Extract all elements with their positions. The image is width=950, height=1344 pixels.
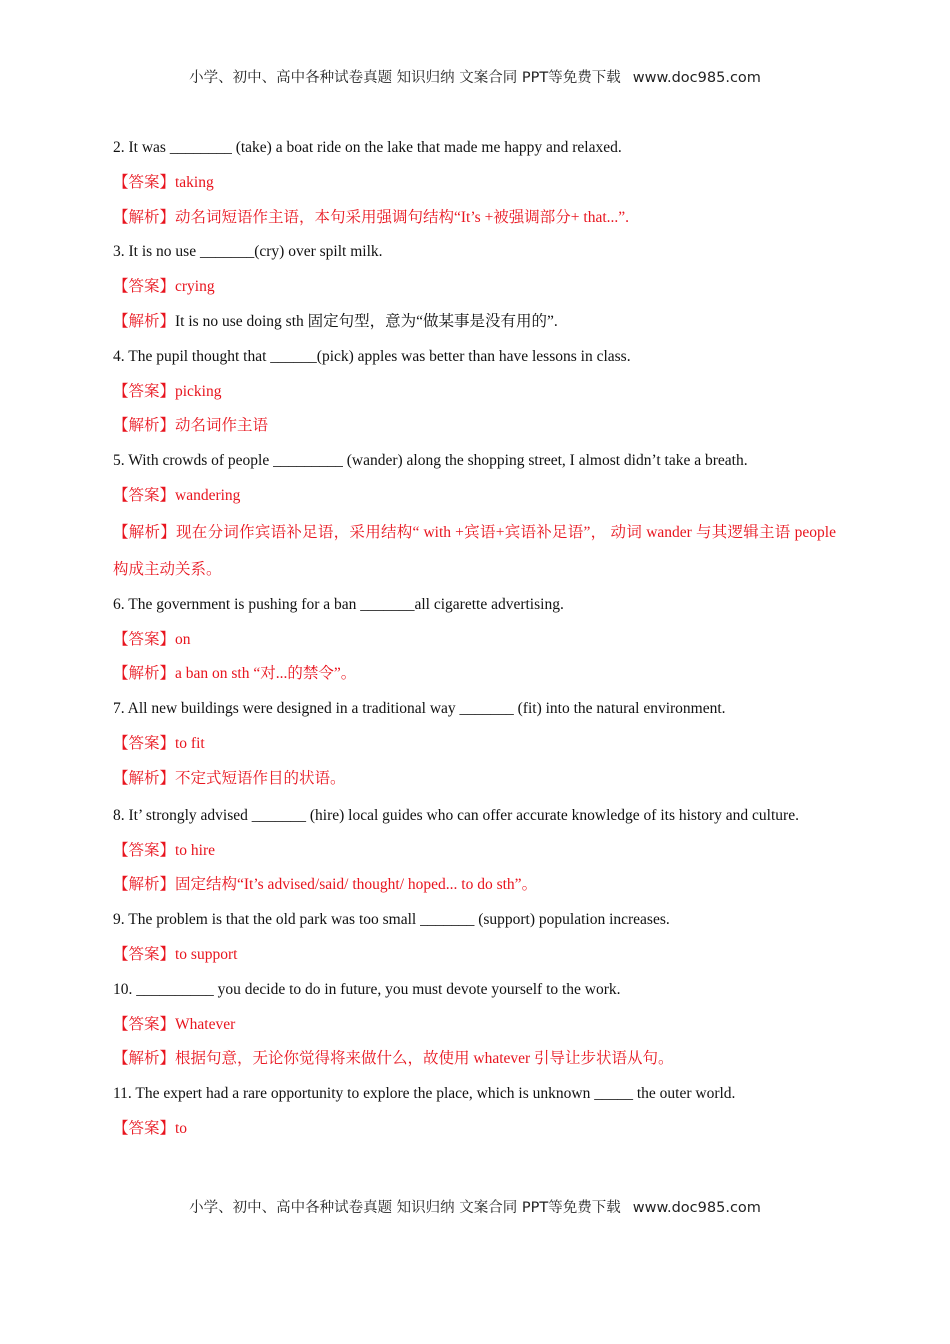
answer-8: 【答案】to hire [113,841,216,859]
question-8: 8. It’ strongly advised _______ (hire) local guides who can offer accurate knowledge of its history and culture. [113,806,799,824]
answer-5: 【答案】wandering [113,486,241,504]
analysis-3 [113,305,836,340]
exercise-content [113,131,836,1147]
analysis-7: 【解析】不定式短语作目的状语。 [113,769,346,787]
answer-7: 【答案】to fit [113,734,205,752]
analysis-5: 【解析】现在分词作宾语补足语，采用结构“ with +宾语+宾语补足语”， 动词 wander 与其逻辑主语 people 构成主动关系。 [113,523,836,578]
answer-2: 【答案】taking [113,173,214,191]
answer-11: 【答案】to [113,1119,188,1137]
question-4: 4. The pupil thought that ______(pick) apples was better than have lessons in class. [113,347,631,365]
header-banner [0,66,950,87]
header-banner-url[interactable]: www.doc985.com [632,70,761,86]
footer-banner [0,1196,950,1217]
question-9: 9. The problem is that the old park was too small _______ (support) population increases. [113,911,670,929]
footer-banner-url[interactable]: www.doc985.com [632,1200,761,1216]
analysis-2: 【解析】动名词短语作主语，本句采用强调句结构“It’s +被强调部分+ that...”. [113,208,630,226]
question-7: 7. All new buildings were designed in a traditional way _______ (fit) into the natural environment. [113,700,726,718]
question-11: 11. The expert had a rare opportunity to explore the place, which is unknown _____ the outer world. [113,1085,736,1103]
question-2: 2. It was ________ (take) a boat ride on the lake that made me happy and relaxed. [113,139,622,156]
analysis-3-body: It is no use doing sth 固定句型，意为“做某事是没有用的”. [175,312,558,330]
footer-banner-text: 小学、初中、高中各种试卷真题 知识归纳 文案合同 PPT等免费下载 [189,1200,621,1216]
answer-4: 【答案】picking [113,382,222,400]
answer-6: 【答案】on [113,630,191,648]
analysis-8: 【解析】固定结构“It’s advised/said/ thought/ hoped... to do sth”。 [113,876,538,894]
answer-3: 【答案】crying [113,278,215,296]
analysis-4: 【解析】动名词作主语 [113,417,269,435]
answer-9: 【答案】to support [113,945,238,963]
analysis-6: 【解析】a ban on sth “对...的禁令”。 [113,665,357,683]
question-10: 10. __________ you decide to do in future, you must devote yourself to the work. [113,980,621,998]
analysis-3-label: 【解析】 [113,312,176,330]
analysis-10: 【解析】根据句意，无论你觉得将来做什么，故使用 whatever 引导让步状语从句。 [113,1050,674,1068]
answer-10: 【答案】Whatever [113,1015,236,1033]
question-6: 6. The government is pushing for a ban _______all cigarette advertising. [113,595,564,613]
question-3: 3. It is no use _______(cry) over spilt milk. [113,243,383,261]
header-banner-text: 小学、初中、高中各种试卷真题 知识归纳 文案合同 PPT等免费下载 [189,70,621,86]
question-5: 5. With crowds of people _________ (wander) along the shopping street, I almost didn’t take a breath. [113,452,748,470]
